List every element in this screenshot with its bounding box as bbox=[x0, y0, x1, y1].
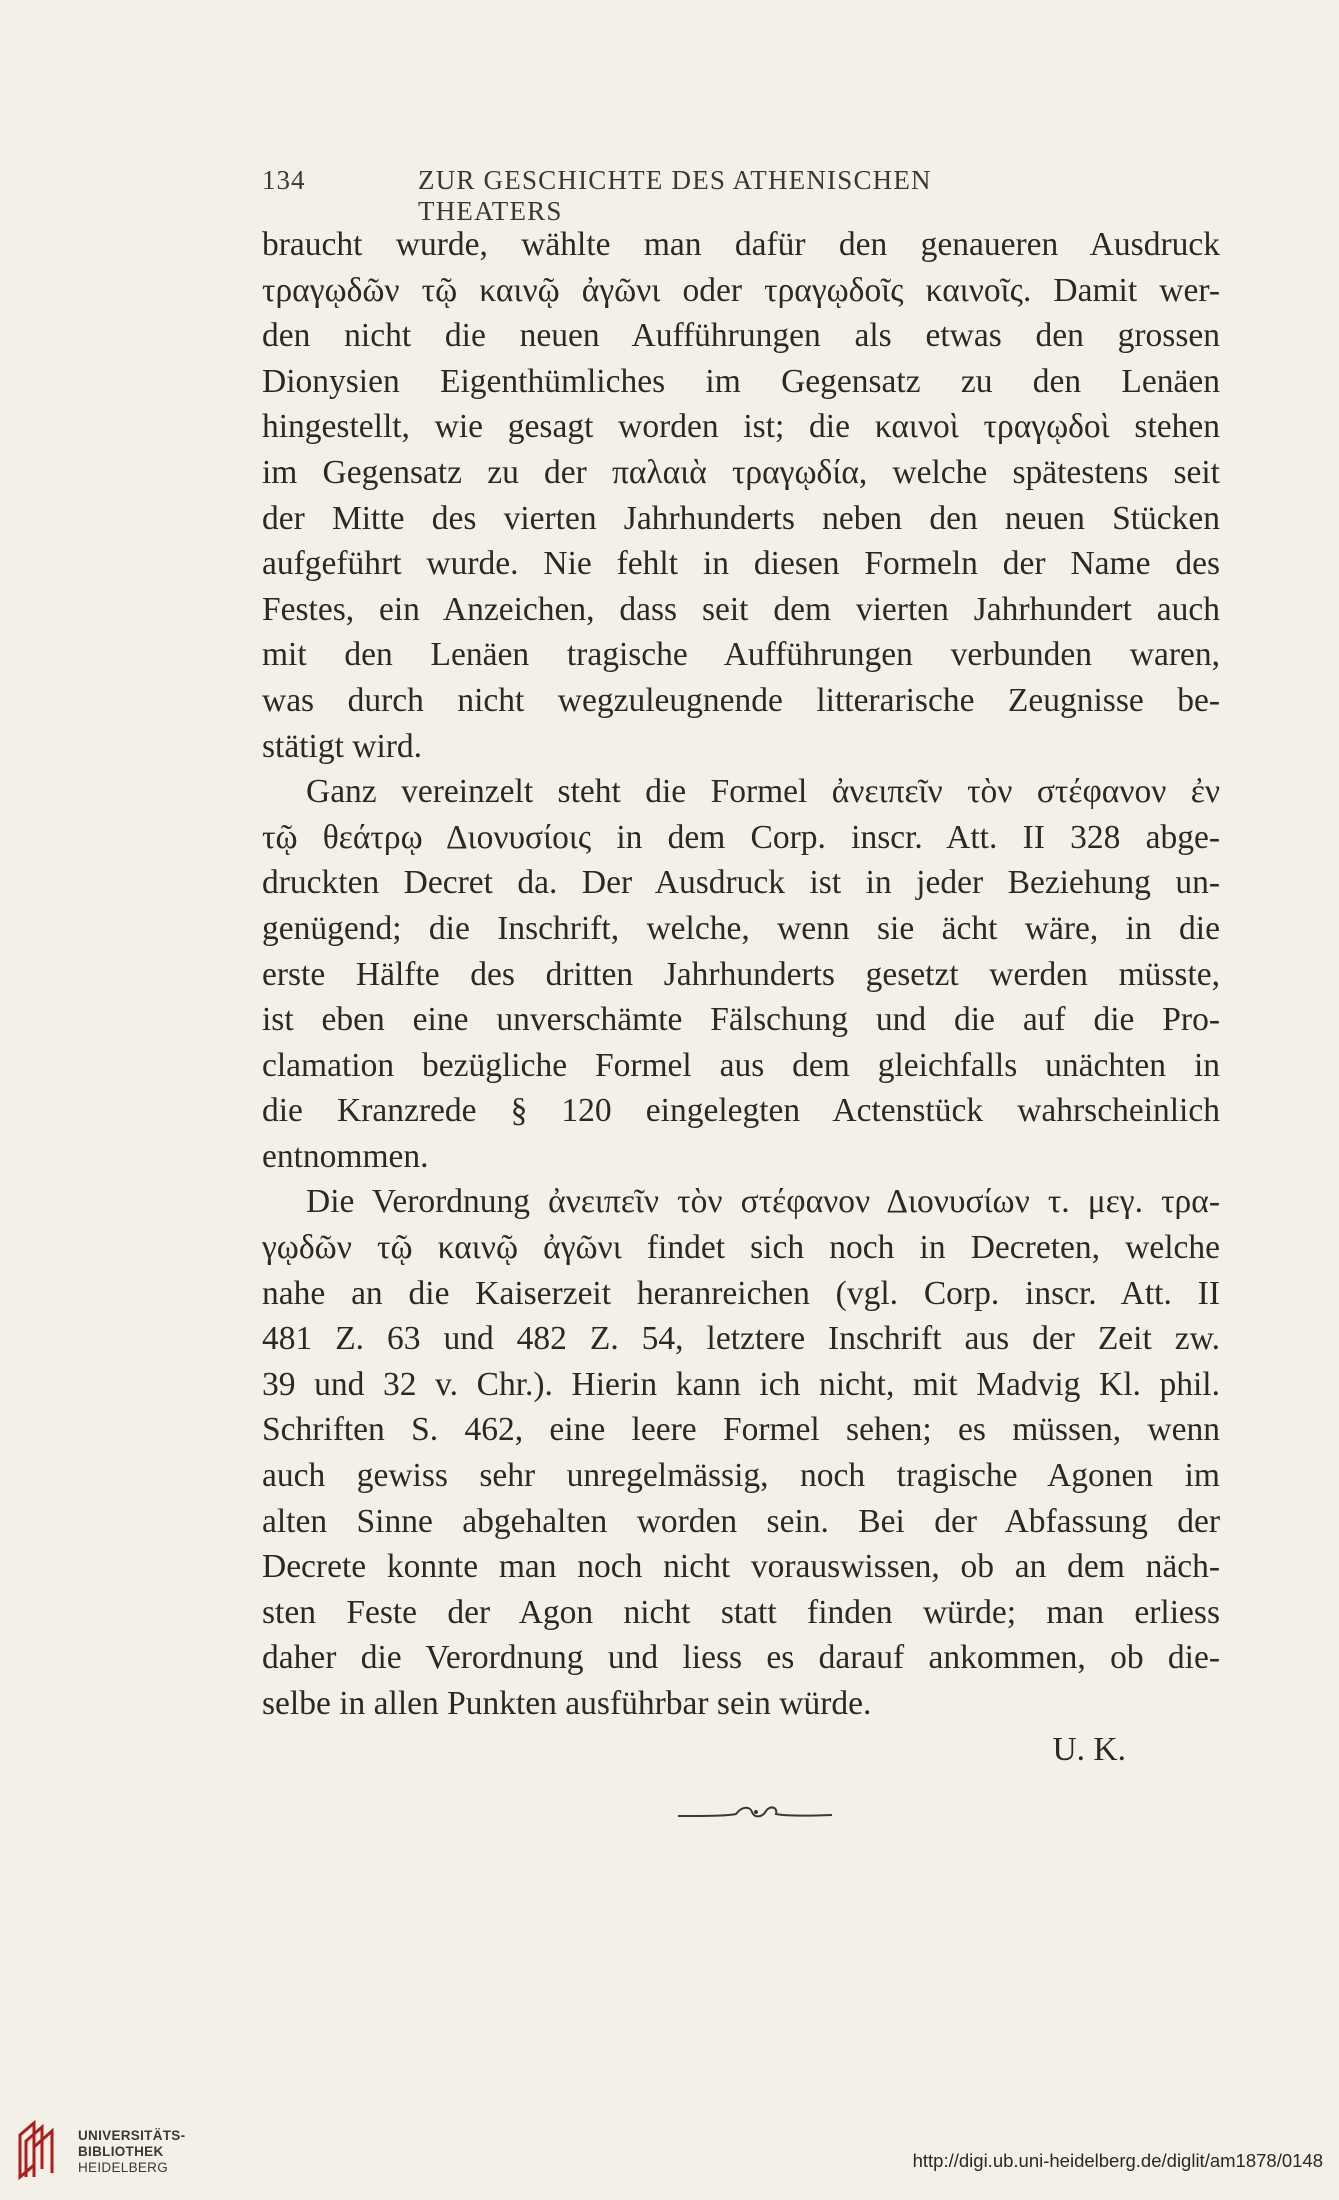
text-line: den nicht die neuen Aufführungen als etwas den grossen bbox=[262, 317, 1220, 355]
text-line: τραγῳδῶν τῷ καινῷ ἀγῶνι oder τραγῳδοῖς καινοῖς. Damit wer- bbox=[262, 271, 1220, 309]
text-line: ist eben eine unverschämte Fälschung und die auf die Pro- bbox=[262, 1001, 1220, 1039]
text-line: entnommen. bbox=[262, 1137, 429, 1175]
text-line: daher die Verordnung und liess es darauf ankommen, ob die- bbox=[262, 1639, 1220, 1677]
text-line: was durch nicht wegzuleugnende litterarische Zeugnisse be- bbox=[262, 681, 1220, 719]
text-line: Ganz vereinzelt steht die Formel ἀνειπεῖν τὸν στέφανον ἐν bbox=[306, 773, 1220, 811]
text-line: selbe in allen Punkten ausführbar sein würde. bbox=[262, 1685, 872, 1722]
text-line: U. K. bbox=[1052, 1730, 1126, 1768]
text-line: τῷ θεάτρῳ Διονυσίοις in dem Corp. inscr. Att. II 328 abge- bbox=[262, 818, 1220, 856]
permalink-url[interactable]: http://digi.ub.uni-heidelberg.de/diglit/am1878/0148 bbox=[912, 2150, 1323, 2171]
logo-line-1: UNIVERSITÄTS- bbox=[78, 2128, 186, 2143]
logo-line-3: HEIDELBERG bbox=[78, 2160, 169, 2175]
text-line: erste Hälfte des dritten Jahrhunderts gesetzt werden müsste, bbox=[262, 955, 1220, 993]
text-line: stätigt wird. bbox=[262, 727, 423, 765]
text-line: aufgeführt wurde. Nie fehlt in diesen Formeln der Name des bbox=[262, 545, 1220, 583]
text-line: nahe an die Kaiserzeit heranreichen (vgl. Corp. inscr. Att. II bbox=[262, 1274, 1220, 1312]
text-line: Festes, ein Anzeichen, dass seit dem vierten Jahrhundert auch bbox=[262, 590, 1220, 628]
logo-text bbox=[78, 2128, 185, 2176]
text-line: alten Sinne abgehalten worden sein. Bei der Abfassung der bbox=[262, 1502, 1220, 1540]
text-line: Dionysien Eigenthümliches im Gegensatz zu den Lenäen bbox=[262, 362, 1220, 400]
page-number: 134 bbox=[262, 165, 306, 195]
text-line: mit den Lenäen tragische Aufführungen verbunden waren, bbox=[262, 636, 1220, 674]
logo-line-2: BIBLIOTHEK bbox=[78, 2144, 164, 2159]
text-line: auch gewiss sehr unregelmässig, noch tragische Agonen im bbox=[262, 1457, 1220, 1495]
text-line: genügend; die Inschrift, welche, wenn sie ächt wäre, in die bbox=[262, 909, 1220, 947]
text-line: im Gegensatz zu der παλαιὰ τραγῳδία, welche spätestens seit bbox=[262, 453, 1220, 491]
text-line: clamation bezügliche Formel aus dem gleichfalls unächten in bbox=[262, 1046, 1220, 1084]
text-line: 39 und 32 v. Chr.). Hierin kann ich nicht, mit Madvig Kl. phil. bbox=[262, 1365, 1220, 1403]
library-logo bbox=[14, 2115, 184, 2185]
university-library-logo-icon bbox=[14, 2115, 70, 2181]
text-line: Die Verordnung ἀνειπεῖν τὸν στέφανον Διονυσίων τ. μεγ. τρα- bbox=[306, 1183, 1220, 1221]
closing-ornament bbox=[676, 1802, 834, 1822]
text-line: Decrete konnte man noch nicht vorauswissen, ob an dem näch- bbox=[262, 1548, 1220, 1586]
text-line: γῳδῶν τῷ καινῷ ἀγῶνι findet sich noch in Decreten, welche bbox=[262, 1229, 1220, 1267]
text-line: druckten Decret da. Der Ausdruck ist in jeder Beziehung un- bbox=[262, 864, 1220, 902]
text-line: sten Feste der Agon nicht statt finden würde; man erliess bbox=[262, 1593, 1220, 1631]
running-title: ZUR GESCHICHTE DES ATHENISCHEN THEATERS bbox=[418, 165, 932, 226]
running-header bbox=[262, 165, 1070, 226]
text-line: braucht wurde, wählte man dafür den genaueren Ausdruck bbox=[262, 226, 1220, 263]
text-line: der Mitte des vierten Jahrhunderts neben den neuen Stücken bbox=[262, 499, 1220, 537]
text-line: Schriften S. 462, eine leere Formel sehen; es müssen, wenn bbox=[262, 1411, 1220, 1449]
body-text bbox=[262, 222, 1220, 1772]
text-line: hingestellt, wie gesagt worden ist; die καινοὶ τραγῳδοὶ stehen bbox=[262, 408, 1220, 446]
text-line: 481 Z. 63 und 482 Z. 54, letztere Inschrift aus der Zeit zw. bbox=[262, 1320, 1220, 1358]
text-line: die Kranzrede § 120 eingelegten Actenstück wahrscheinlich bbox=[262, 1092, 1220, 1130]
